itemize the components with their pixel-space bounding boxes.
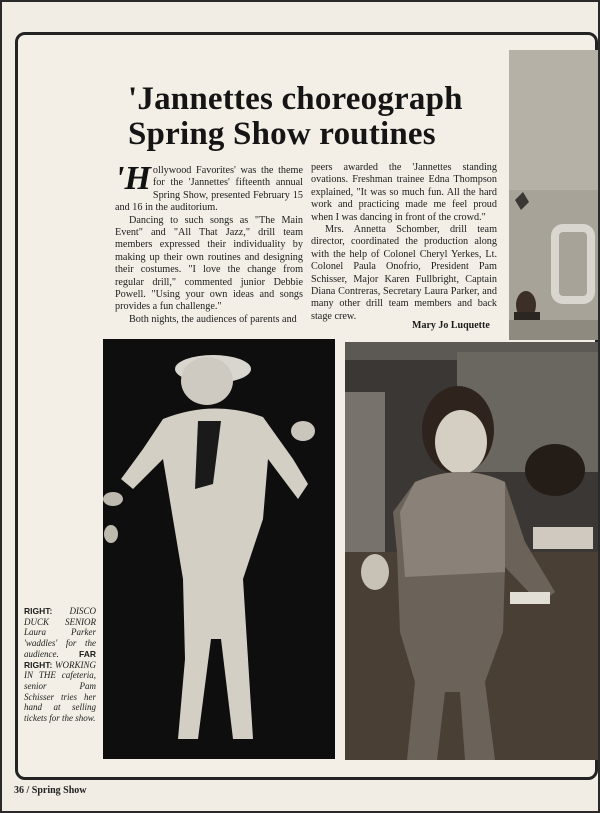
- photo-ticket-seller: [345, 342, 598, 760]
- article-paragraph: Mrs. Annetta Schomber, drill team director, coordinated the production along with the help of Colonel Cheryl Yerkes, Lt. Colonel Paula Onofrio, President Pam Schisser, Major Karen Fullbright, Captain Diana Contreras, Secretary Laura Parker, and many other drill team members and back stage crew.: [311, 224, 497, 322]
- article-column-left: [115, 160, 303, 326]
- caption-label-right: RIGHT:: [24, 606, 53, 616]
- article-column-right: [311, 162, 497, 323]
- article-byline: Mary Jo Luquette: [412, 320, 490, 331]
- photo-dancers-backstage: [509, 50, 598, 340]
- article-paragraph: 'Hollywood Favorites' was the theme for the 'Jannettes' fifteenth annual Spring Show, presented February 15 and 16 in the auditorium.: [115, 160, 303, 214]
- drop-cap: 'H: [115, 160, 151, 197]
- caption-label-far-right: FAR RIGHT:: [24, 648, 96, 670]
- article-paragraph: Both nights, the audiences of parents and: [129, 313, 297, 325]
- photo-disco-duck-dancer: [103, 339, 335, 759]
- article-headline: 'Jannettes choreograph Spring Show routines: [128, 81, 463, 152]
- caption-text-right: DISCO DUCK SENIOR Laura Parker 'waddles' for the audience.: [24, 606, 96, 659]
- page-folio: 36 / Spring Show: [14, 785, 87, 796]
- photo-caption: [24, 606, 96, 724]
- article-paragraph: peers awarded the 'Jannettes standing ovations. Freshman trainee Edna Thompson explained, "It was so much fun. All the hard work and practicing made me feel proud when I was dancing in front of the crowd.": [311, 162, 497, 223]
- article-paragraph: Dancing to such songs as "The Main Event" and "All That Jazz," drill team members expressed their individuality by making up their own routines and designing their costumes. "I love the change from regular drill," commented junior Debbie Powell. "Using your own ideas and songs provides a fun challenge.": [115, 214, 303, 313]
- caption-text-far-right: WORKING IN THE cafeteria, senior Pam Schisser tries her hand at selling tickets for the show.: [24, 659, 96, 724]
